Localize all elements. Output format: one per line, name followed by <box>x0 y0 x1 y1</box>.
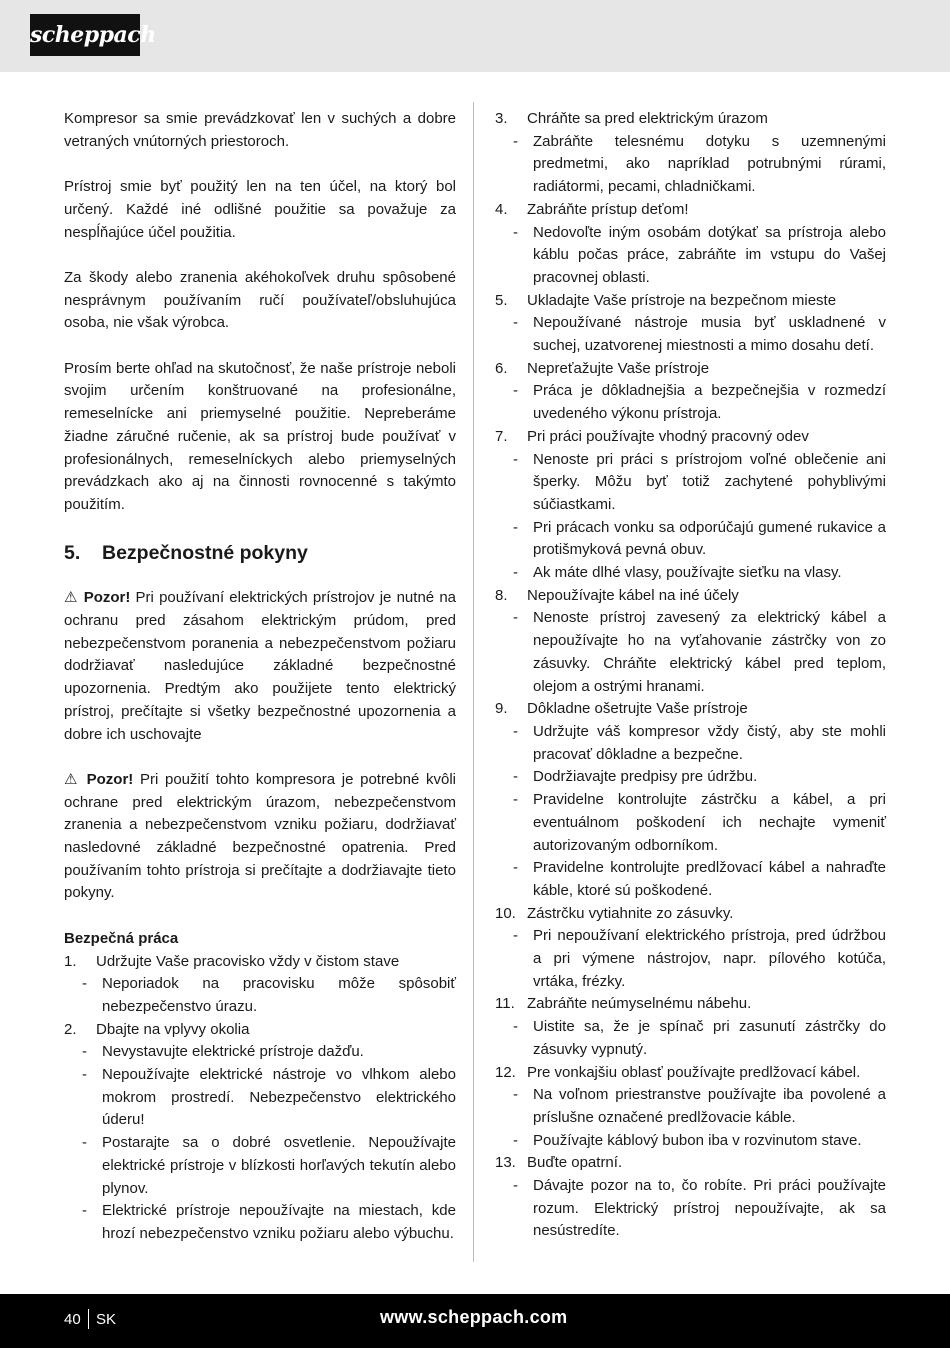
list-item-number: 7. <box>495 427 508 445</box>
list-item-number: 5. <box>495 291 508 309</box>
dash-bullet: - <box>513 927 518 945</box>
list-subitem-text: Zabráňte telesnému dotyku s uzemnenými predmetmi, ako napríklad potrubnými rúrami, radiátormi, pecami, chladničkami. <box>533 132 886 196</box>
list-subitem <box>495 562 886 585</box>
page-header <box>0 0 950 72</box>
section-heading <box>64 539 456 567</box>
list-subitem-text: Dávajte pozor na to, čo robíte. Pri práci používajte rozum. Elektrický prístroj nepoužívajte, ak sa nesústredíte. <box>533 1177 886 1240</box>
list-subitem <box>495 517 886 562</box>
list-subitem-text: Dodržiavajte predpisy pre údržbu. <box>533 768 758 786</box>
dash-bullet: - <box>82 1134 87 1152</box>
list-item-title: Dbajte na vplyvy okolia <box>96 1020 250 1038</box>
list-subitem-text: Používajte káblový bubon iba v rozvinutom stave. <box>533 1131 862 1149</box>
dash-bullet: - <box>82 1043 87 1061</box>
list-item-number: 1. <box>64 952 77 970</box>
list-item-number: 6. <box>495 359 508 377</box>
dash-bullet: - <box>513 314 518 332</box>
list-item <box>495 698 886 721</box>
list-subitem-text: Udržujte váš kompresor vždy čistý, aby ste mohli pracovať dôkladne a bezpečne. <box>533 722 886 763</box>
warning-text: Pri použití tohto kompresora je potrebné kvôli ochrane pred elektrickým úrazom, nebezpečenstvom zranenia a nebezpečenstvom vzniku požiaru, dodržiavať nasledovné základné bezpečnostné opatrenia. Pred používaním tohto prístroja si prečítajte a dodržiavajte tieto pokyny. <box>64 770 457 902</box>
list-item <box>495 199 886 222</box>
paragraph: Prístroj smie byť použitý len na ten účel, na ktorý bol určený. Každé iné odlišné použitie sa považuje za nespĺňajúce účel použitia. <box>64 178 456 241</box>
list-subitem <box>495 721 886 766</box>
list-item-title: Nepreťažujte Vaše prístroje <box>527 359 710 377</box>
list-item-title: Nepoužívajte kábel na iné účely <box>527 586 739 604</box>
list-subitem-text: Nepoužívajte elektrické nástroje vo vlhkom alebo mokrom prostredí. Nebezpečenstvo elektrického úderu! <box>102 1066 456 1129</box>
list-item-number: 13. <box>495 1154 516 1172</box>
dash-bullet: - <box>513 859 518 877</box>
list-subitem <box>495 857 886 902</box>
list-subitem-text: Na voľnom priestranstve používajte iba povolené a príslušne označené predlžovacie káble. <box>533 1086 886 1126</box>
list-item <box>495 108 886 131</box>
warning-label: Pozor! <box>86 770 134 788</box>
list-item-title: Udržujte Vaše pracovisko vždy v čistom stave <box>96 952 400 970</box>
list-subitem-text: Pri nepoužívaní elektrického prístroja, pred údržbou a pri výmene nástrojov, napr. pílového kotúča, vrtáka, frézky. <box>533 927 886 990</box>
list-subitem <box>495 789 886 857</box>
list-subitem <box>495 925 886 993</box>
list-subitem-text: Nedovoľte iným osobám dotýkať sa prístroja alebo káblu počas práce, zabráňte im vstupu do Vašej pracovnej oblasti. <box>533 223 886 286</box>
paragraph: Prosím berte ohľad na skutočnosť, že naše prístroje neboli svojim určením konštruované na profesionálne, remeselnícke ani priemyselné použitie. Nepreberáme žiadne záručné ručenie, ak sa prístroj bude používať v profesionálnych, remeselníckych alebo priemyselných prevádzkach ako aj na činnosti rovnocenné s takýmto použitím. <box>64 359 456 513</box>
list-item <box>495 358 886 381</box>
warning-label: Pozor! <box>83 589 131 607</box>
list-item-title: Zabráňte neúmyselnému nábehu. <box>527 995 752 1013</box>
list-subitem-text: Uistite sa, že je spínač pri zasunutí zástrčky do zásuvky vypnutý. <box>533 1018 886 1058</box>
list-item-number: 8. <box>495 586 508 604</box>
dash-bullet: - <box>513 564 518 582</box>
list-item <box>495 1062 886 1085</box>
list-subitem-text: Nevystavujte elektrické prístroje dažďu. <box>102 1043 364 1061</box>
list-item <box>495 585 886 608</box>
list-item <box>495 1152 886 1175</box>
safety-list <box>495 108 886 1243</box>
list-item <box>495 903 886 926</box>
safety-list <box>64 951 456 1246</box>
scheppach-logo: scheppach <box>30 14 140 56</box>
list-item-title: Buďte opatrní. <box>527 1154 623 1172</box>
dash-bullet: - <box>513 1131 518 1149</box>
language-code: SK <box>96 1311 117 1328</box>
dash-bullet: - <box>513 1177 518 1195</box>
section-title: Bezpečnostné pokyny <box>102 542 308 565</box>
list-item-title: Dôkladne ošetrujte Vaše prístroje <box>527 700 748 718</box>
list-subitem <box>495 449 886 517</box>
warning-triangle-icon: ⚠ <box>64 589 79 607</box>
list-item-title: Chráňte sa pred elektrickým úrazom <box>527 110 768 127</box>
list-item <box>495 290 886 313</box>
warning-paragraph <box>64 769 456 905</box>
dash-bullet: - <box>513 609 518 627</box>
list-item <box>495 426 886 449</box>
dash-bullet: - <box>513 722 518 740</box>
list-item-number: 10. <box>495 904 516 922</box>
list-subitem-text: Elektrické prístroje nepoužívajte na miestach, kde hrozí nebezpečenstvo vzniku požiaru alebo výbuchu. <box>102 1202 456 1242</box>
website-link[interactable]: www.scheppach.com <box>380 1307 568 1327</box>
list-item-title: Ukladajte Vaše prístroje na bezpečnom mieste <box>527 291 837 309</box>
list-subitem <box>495 1016 886 1061</box>
dash-bullet: - <box>513 518 518 536</box>
list-subitem <box>495 131 886 199</box>
subheading: Bezpečná práca <box>64 929 179 947</box>
list-item-title: Zabráňte prístup deťom! <box>527 200 689 218</box>
list-item <box>64 951 456 974</box>
warning-paragraph <box>64 587 456 746</box>
left-column <box>64 108 456 1246</box>
list-subitem <box>495 1175 886 1243</box>
dash-bullet: - <box>513 450 518 468</box>
list-subitem <box>495 380 886 425</box>
dash-bullet: - <box>82 1202 87 1220</box>
list-subitem <box>495 766 886 789</box>
list-item-title: Pri práci používajte vhodný pracovný odev <box>527 427 809 445</box>
list-item-number: 3. <box>495 110 508 127</box>
list-subitem <box>64 973 456 1018</box>
list-item-number: 9. <box>495 700 508 718</box>
list-subitem-text: Nenoste pri práci s prístrojom voľné oblečenie ani šperky. Môžu byť totiž zachytené pohyblivými súčiastkami. <box>533 450 886 513</box>
list-item-number: 11. <box>495 995 515 1013</box>
list-subitem <box>495 312 886 357</box>
warning-triangle-icon: ⚠ <box>64 770 80 788</box>
list-subitem <box>495 1130 886 1153</box>
dash-bullet: - <box>513 1018 518 1036</box>
dash-bullet: - <box>513 132 518 150</box>
list-subitem <box>64 1200 456 1245</box>
list-item-number: 12. <box>495 1063 516 1081</box>
dash-bullet: - <box>82 975 87 993</box>
dash-bullet: - <box>513 223 518 241</box>
list-item <box>495 993 886 1016</box>
warning-text: Pri používaní elektrických prístrojov je nutné na ochranu pred zásahom elektrickým prúdom, pred nebezpečenstvom poranenia a nebezpečenstvom požiaru dodržiavať nasledujúce základné bezpečnostné upozornenia. Predtým ako použijete tento elektrický prístroj, prečítajte si všetky bezpečnostné upozornenia a dobre ich uschovajte <box>64 589 457 743</box>
paragraph: Za škody alebo zranenia akéhokoľvek druhu spôsobené nesprávnym používaním ručí používateľ/obsluhujúca osoba, nie však výrobca. <box>64 268 456 332</box>
list-item-title: Zástrčku vytiahnite zo zásuvky. <box>527 904 734 922</box>
list-subitem-text: Neporiadok na pracovisku môže spôsobiť nebezpečenstvo úrazu. <box>102 975 456 1015</box>
footer-separator <box>88 1309 89 1329</box>
list-subitem-text: Pravidelne kontrolujte predlžovací kábel a nahraďte káble, ktoré sú poškodené. <box>533 859 886 899</box>
dash-bullet: - <box>513 1086 518 1104</box>
list-subitem-text: Nenoste prístroj zavesený za elektrický kábel a nepoužívajte ho na vyťahovanie zástrčky von zo zásuvky. Chráňte elektrický kábel pred teplom, olejom a ostrými hranami. <box>533 609 886 695</box>
list-subitem <box>495 1084 886 1129</box>
list-item-number: 2. <box>64 1020 77 1038</box>
section-number: 5. <box>64 542 81 565</box>
dash-bullet: - <box>513 768 518 786</box>
list-subitem <box>495 607 886 698</box>
list-subitem-text: Pravidelne kontrolujte zástrčku a kábel, a pri eventuálnom poškodení ich nechajte vymeniť autorizovaným odborníkom. <box>533 791 886 854</box>
list-subitem <box>64 1064 456 1132</box>
list-item <box>64 1019 456 1042</box>
dash-bullet: - <box>513 382 518 400</box>
list-subitem <box>64 1041 456 1064</box>
page-footer <box>0 1294 950 1348</box>
list-subitem <box>495 222 886 290</box>
paragraph: Kompresor sa smie prevádzkovať len v suchých a dobre vetraných vnútorných priestoroch. <box>64 110 456 150</box>
dash-bullet: - <box>513 791 518 809</box>
dash-bullet: - <box>82 1066 87 1084</box>
list-subitem <box>64 1132 456 1200</box>
list-subitem-text: Postarajte sa o dobré osvetlenie. Nepoužívajte elektrické prístroje v blízkosti horľavých tekutín alebo plynov. <box>102 1134 456 1197</box>
column-divider <box>473 102 474 1262</box>
list-subitem-text: Nepoužívané nástroje musia byť uskladnené v suchej, uzatvorenej miestnosti a mimo dosahu detí. <box>533 314 886 355</box>
right-column <box>495 108 886 1243</box>
page-number: 40 <box>64 1311 81 1328</box>
list-subitem-text: Ak máte dlhé vlasy, používajte sieťku na vlasy. <box>533 564 842 582</box>
list-item-number: 4. <box>495 200 508 218</box>
list-subitem-text: Práca je dôkladnejšia a bezpečnejšia v rozmedzí uvedeného výkonu prístroja. <box>533 382 886 423</box>
list-item-title: Pre vonkajšiu oblasť používajte predlžovací kábel. <box>527 1063 861 1081</box>
list-subitem-text: Pri prácach vonku sa odporúčajú gumené rukavice a protišmyková pevná obuv. <box>533 518 886 559</box>
